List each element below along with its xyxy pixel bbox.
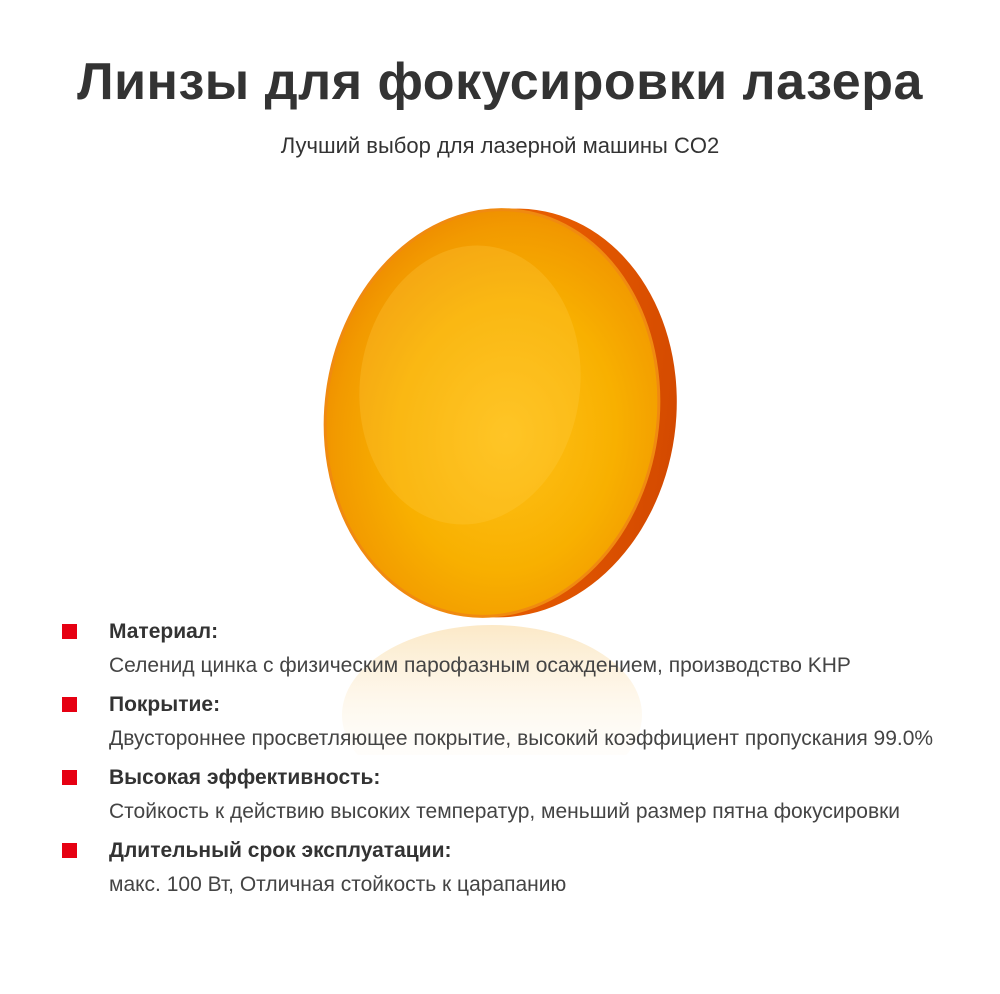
red-square-bullet-icon [62, 624, 77, 639]
red-square-bullet-icon [62, 770, 77, 785]
feature-title: Высокая эффективность: [109, 766, 381, 789]
feature-item-efficiency [62, 762, 982, 833]
feature-title: Материал: [109, 620, 219, 643]
feature-description: Стойкость к действию высоких температур, меньший размер пятна фокусировки [109, 800, 901, 823]
feature-item-coating [62, 689, 982, 760]
feature-title: Покрытие: [109, 693, 221, 716]
red-square-bullet-icon [62, 697, 77, 712]
page-title: Линзы для фокусировки лазера [77, 53, 923, 111]
feature-description: Двустороннее просветляющее покрытие, высокий коэффициент пропускания 99.0% [109, 727, 934, 750]
feature-title: Длительный срок эксплуатации: [109, 839, 452, 862]
feature-item-material [62, 616, 982, 687]
feature-item-lifetime [62, 835, 982, 906]
page-subtitle: Лучший выбор для лазерной машины CO2 [280, 133, 720, 158]
feature-list [62, 616, 982, 908]
feature-description: Селенид цинка с физическим парофазным осаждением, производство KHP [109, 654, 851, 677]
red-square-bullet-icon [62, 843, 77, 858]
feature-description: макс. 100 Вт, Отличная стойкость к царапанию [109, 873, 567, 896]
